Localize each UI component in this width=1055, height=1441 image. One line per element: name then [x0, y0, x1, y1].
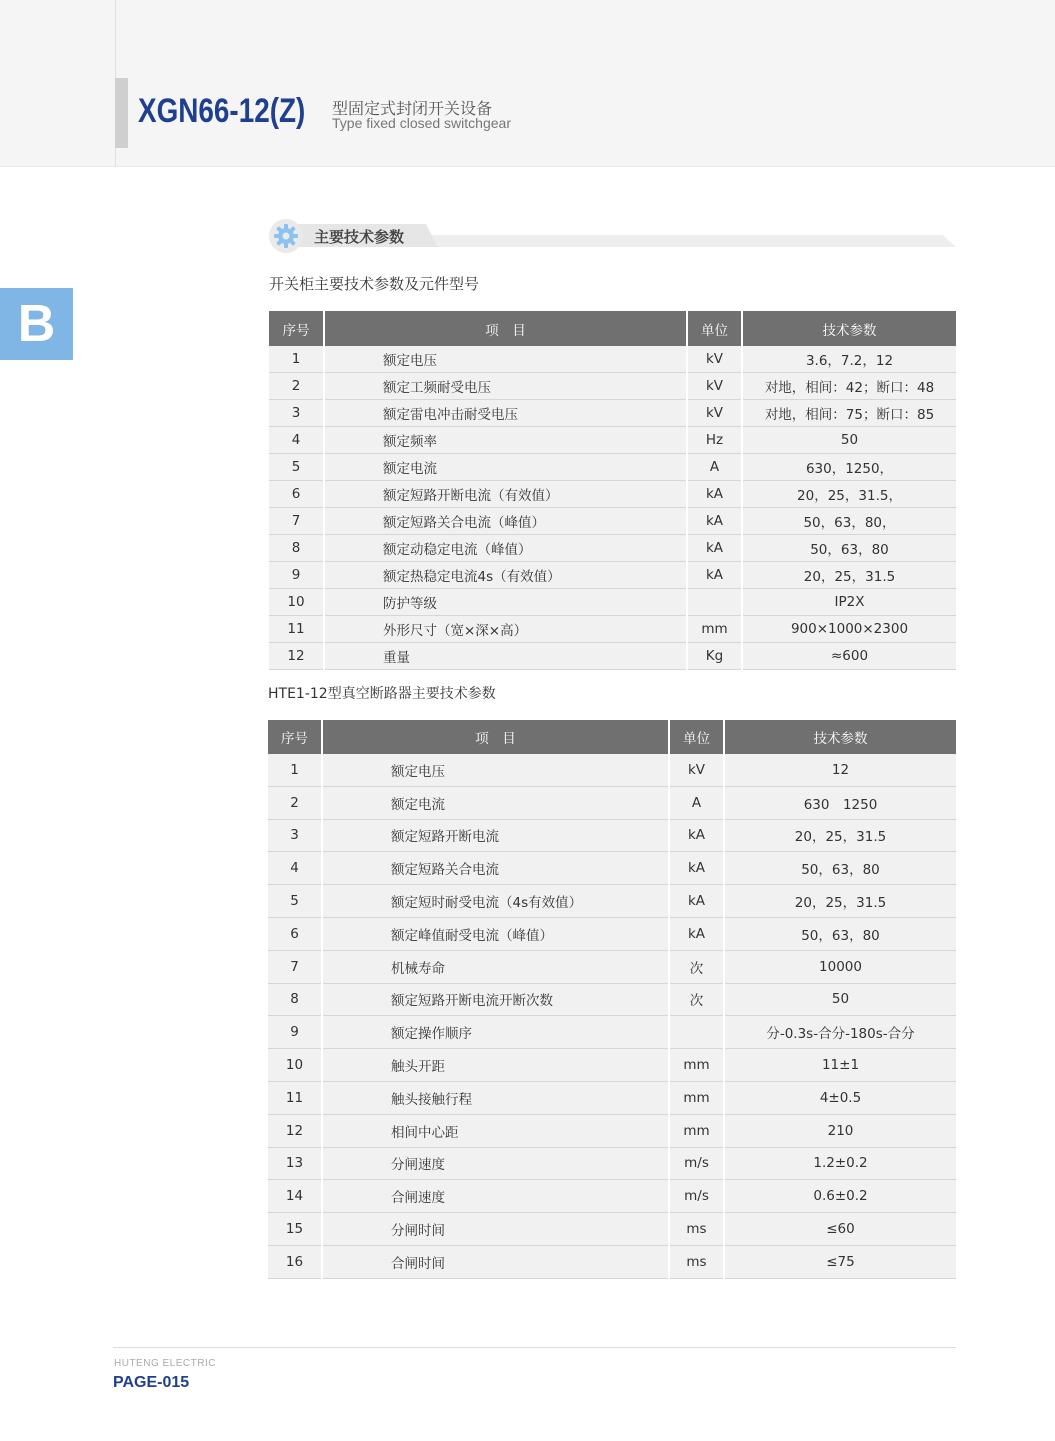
- table-row: [268, 1147, 956, 1180]
- cell-value: 50，63，80: [724, 852, 956, 885]
- cell-value: 20，25，31.5: [742, 562, 956, 589]
- cell-value: 50: [724, 983, 956, 1016]
- table-header-row: [268, 720, 956, 754]
- cell-unit: kA: [669, 819, 724, 852]
- cell-item: 额定短路关合电流: [322, 852, 669, 885]
- cell-item: 额定短路开断电流: [322, 819, 669, 852]
- cell-value: 210: [724, 1114, 956, 1147]
- cell-value: 630，1250，: [742, 454, 956, 481]
- footer-brand: HUTENG ELECTRIC: [114, 1358, 216, 1369]
- cell-value: 20，25，31.5，: [742, 481, 956, 508]
- table-row: [269, 535, 956, 562]
- cell-no: 8: [269, 535, 324, 562]
- cell-value: 900×1000×2300: [742, 616, 956, 643]
- product-title-cn: 型固定式封闭开关设备: [332, 99, 493, 118]
- cell-unit: A: [687, 454, 742, 481]
- cell-no: 4: [268, 852, 322, 885]
- cell-no: 3: [268, 819, 322, 852]
- cell-no: 8: [268, 983, 322, 1016]
- cell-item: 重量: [324, 643, 687, 670]
- cell-item: 防护等级: [324, 589, 687, 616]
- table2-caption: HTE1-12型真空断路器主要技术参数: [268, 686, 496, 702]
- cell-unit: kV: [687, 346, 742, 373]
- cell-value: 10000: [724, 950, 956, 983]
- table-row: [269, 508, 956, 535]
- page-header: [0, 0, 1055, 167]
- cell-value: 50，63，80，: [742, 508, 956, 535]
- cell-unit: kV: [687, 400, 742, 427]
- header-value: 技术参数: [742, 311, 956, 346]
- switchgear-spec-table: [269, 311, 956, 670]
- table-row: [269, 346, 956, 373]
- table-row: [268, 1245, 956, 1278]
- model-number: XGN66-12(Z): [138, 92, 306, 130]
- breaker-spec-table: [268, 720, 956, 1279]
- cell-item: 额定峰值耐受电流（峰值）: [322, 917, 669, 950]
- header-unit: 单位: [687, 311, 742, 346]
- table-row: [268, 786, 956, 819]
- cell-unit: kV: [669, 754, 724, 786]
- chapter-letter: B: [17, 295, 56, 353]
- cell-unit: ms: [669, 1213, 724, 1246]
- cell-value: 630 1250: [724, 786, 956, 819]
- cell-value: 4±0.5: [724, 1081, 956, 1114]
- cell-value: 50: [742, 427, 956, 454]
- cell-no: 12: [268, 1114, 322, 1147]
- header-accent-bar: [115, 78, 128, 148]
- cell-value: ≤75: [724, 1245, 956, 1278]
- cell-no: 2: [268, 786, 322, 819]
- header-no: 序号: [268, 720, 322, 754]
- table-row: [268, 852, 956, 885]
- table1-caption: 开关柜主要技术参数及元件型号: [269, 275, 480, 293]
- table-row: [269, 616, 956, 643]
- table-row: [268, 983, 956, 1016]
- table-row: [268, 1081, 956, 1114]
- table-row: [268, 1049, 956, 1082]
- cell-no: 5: [269, 454, 324, 481]
- cell-no: 1: [269, 346, 324, 373]
- cell-value: 20，25，31.5: [724, 885, 956, 918]
- cell-value: 分-0.3s-合分-180s-合分: [724, 1016, 956, 1049]
- cell-item: 额定频率: [324, 427, 687, 454]
- cell-item: 机械寿命: [322, 950, 669, 983]
- cell-no: 5: [268, 885, 322, 918]
- product-title-en: Type fixed closed switchgear: [332, 115, 511, 131]
- cell-unit: [669, 1016, 724, 1049]
- cell-item: 额定电压: [324, 346, 687, 373]
- cell-unit: m/s: [669, 1147, 724, 1180]
- cell-no: 14: [268, 1180, 322, 1213]
- table-row: [269, 427, 956, 454]
- cell-item: 触头开距: [322, 1049, 669, 1082]
- cell-unit: A: [669, 786, 724, 819]
- cell-item: 额定工频耐受电压: [324, 373, 687, 400]
- cell-value: 50，63，80: [742, 535, 956, 562]
- cell-unit: 次: [669, 983, 724, 1016]
- section-title: 主要技术参数: [314, 228, 405, 246]
- cell-unit: mm: [669, 1114, 724, 1147]
- cell-unit: kA: [687, 562, 742, 589]
- table-header-row: [269, 311, 956, 346]
- cell-item: 额定短路开断电流（有效值）: [324, 481, 687, 508]
- cell-no: 15: [268, 1213, 322, 1246]
- cell-no: 11: [268, 1081, 322, 1114]
- cell-no: 2: [269, 373, 324, 400]
- cell-no: 4: [269, 427, 324, 454]
- cell-item: 额定电流: [322, 786, 669, 819]
- cell-no: 10: [269, 589, 324, 616]
- cell-value: 20，25，31.5: [724, 819, 956, 852]
- cell-no: 16: [268, 1245, 322, 1278]
- table-row: [269, 562, 956, 589]
- cell-item: 额定热稳定电流4s（有效值）: [324, 562, 687, 589]
- cell-unit: [687, 589, 742, 616]
- table-row: [268, 1016, 956, 1049]
- table-row: [268, 1114, 956, 1147]
- table-row: [269, 454, 956, 481]
- header-unit: 单位: [669, 720, 724, 754]
- cell-value: IP2X: [742, 589, 956, 616]
- cell-item: 额定雷电冲击耐受电压: [324, 400, 687, 427]
- cell-value: 12: [724, 754, 956, 786]
- table-row: [268, 819, 956, 852]
- table-row: [268, 1180, 956, 1213]
- cell-unit: kV: [687, 373, 742, 400]
- table-row: [268, 754, 956, 786]
- cell-unit: kA: [687, 535, 742, 562]
- cell-item: 外形尺寸（宽×深×高）: [324, 616, 687, 643]
- cell-item: 额定电压: [322, 754, 669, 786]
- cell-no: 6: [269, 481, 324, 508]
- table-row: [268, 885, 956, 918]
- cell-no: 12: [269, 643, 324, 670]
- page-number: PAGE-015: [113, 1374, 190, 1391]
- cell-item: 额定短时耐受电流（4s有效值）: [322, 885, 669, 918]
- table-row: [268, 917, 956, 950]
- cell-unit: mm: [669, 1081, 724, 1114]
- cell-no: 11: [269, 616, 324, 643]
- section-header: [268, 218, 956, 254]
- header-value: 技术参数: [724, 720, 956, 754]
- cell-no: 10: [268, 1049, 322, 1082]
- cell-item: 分闸时间: [322, 1213, 669, 1246]
- cell-item: 相间中心距: [322, 1114, 669, 1147]
- gear-icon: [268, 218, 304, 254]
- cell-no: 3: [269, 400, 324, 427]
- cell-unit: m/s: [669, 1180, 724, 1213]
- cell-item: 额定动稳定电流（峰值）: [324, 535, 687, 562]
- cell-value: 0.6±0.2: [724, 1180, 956, 1213]
- cell-unit: mm: [687, 616, 742, 643]
- cell-unit: mm: [669, 1049, 724, 1082]
- cell-no: 1: [268, 754, 322, 786]
- cell-unit: 次: [669, 950, 724, 983]
- cell-no: 7: [268, 950, 322, 983]
- cell-item: 合闸时间: [322, 1245, 669, 1278]
- table-row: [268, 1213, 956, 1246]
- cell-item: 额定电流: [324, 454, 687, 481]
- cell-value: 50，63，80: [724, 917, 956, 950]
- cell-unit: kA: [669, 917, 724, 950]
- table-row: [269, 589, 956, 616]
- cell-unit: kA: [669, 852, 724, 885]
- cell-item: 额定操作顺序: [322, 1016, 669, 1049]
- cell-no: 9: [269, 562, 324, 589]
- cell-value: 3.6，7.2，12: [742, 346, 956, 373]
- cell-no: 9: [268, 1016, 322, 1049]
- cell-value: 对地，相间：75；断口：85: [742, 400, 956, 427]
- table-row: [269, 373, 956, 400]
- table-row: [269, 400, 956, 427]
- cell-item: 合闸速度: [322, 1180, 669, 1213]
- cell-unit: Kg: [687, 643, 742, 670]
- cell-unit: ms: [669, 1245, 724, 1278]
- cell-unit: kA: [687, 508, 742, 535]
- header-item: 项 目: [324, 311, 687, 346]
- cell-value: ≤60: [724, 1213, 956, 1246]
- cell-item: 额定短路开断电流开断次数: [322, 983, 669, 1016]
- cell-item: 触头接触行程: [322, 1081, 669, 1114]
- cell-item: 分闸速度: [322, 1147, 669, 1180]
- cell-unit: Hz: [687, 427, 742, 454]
- table-row: [269, 481, 956, 508]
- cell-unit: kA: [669, 885, 724, 918]
- table-row: [268, 950, 956, 983]
- cell-value: 对地，相间：42；断口：48: [742, 373, 956, 400]
- chapter-tab: [0, 288, 73, 360]
- cell-value: ≈600: [742, 643, 956, 670]
- cell-value: 11±1: [724, 1049, 956, 1082]
- cell-item: 额定短路关合电流（峰值）: [324, 508, 687, 535]
- cell-value: 1.2±0.2: [724, 1147, 956, 1180]
- table-row: [269, 643, 956, 670]
- cell-unit: kA: [687, 481, 742, 508]
- cell-no: 7: [269, 508, 324, 535]
- header-no: 序号: [269, 311, 324, 346]
- footer-divider: [113, 1347, 956, 1348]
- header-item: 项 目: [322, 720, 669, 754]
- cell-no: 6: [268, 917, 322, 950]
- cell-no: 13: [268, 1147, 322, 1180]
